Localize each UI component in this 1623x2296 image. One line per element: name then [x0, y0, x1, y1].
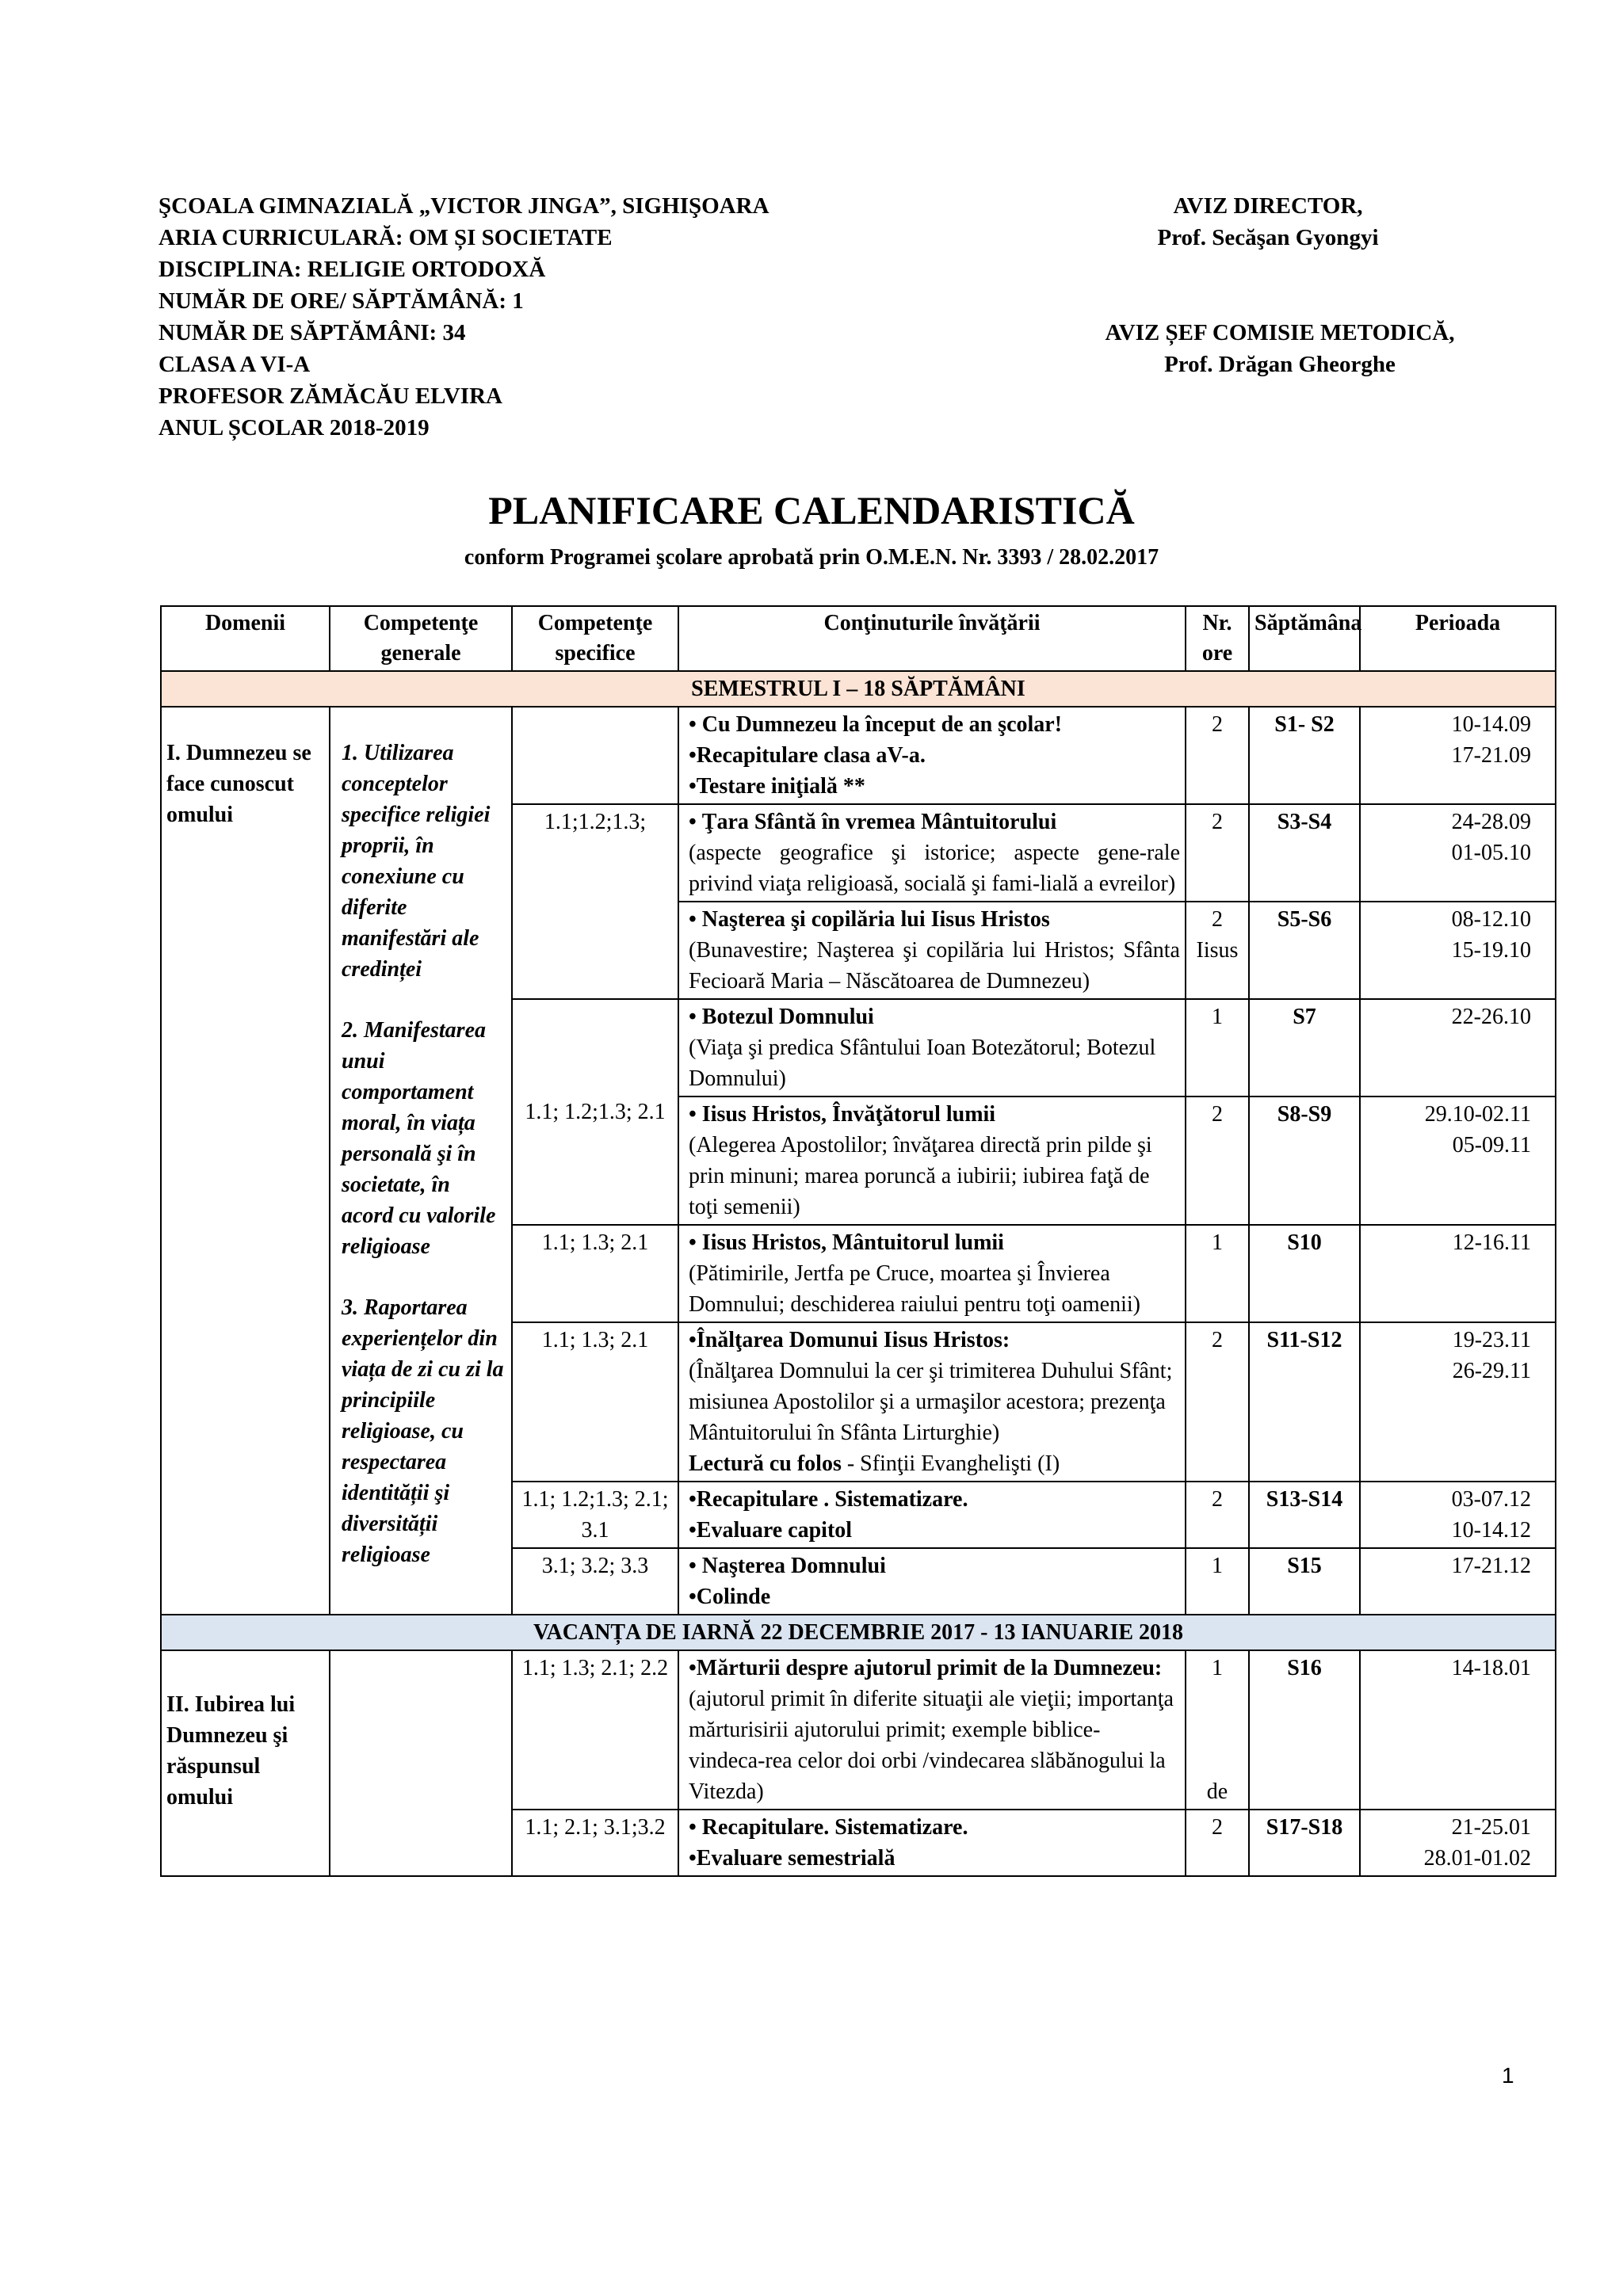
week-cell: S8-S9	[1249, 1097, 1360, 1225]
curricular-area: ARIA CURRICULARĂ: OM ȘI SOCIETATE	[158, 225, 613, 250]
period-cell: 12-16.11	[1360, 1225, 1556, 1322]
period-cell	[1360, 1482, 1556, 1548]
domain-cell-1: I. Dumnezeu se face cunoscut omului	[161, 707, 330, 1615]
hours-value: 1	[1212, 1656, 1223, 1680]
school-year: ANUL ȘCOLAR 2018-2019	[158, 415, 430, 441]
col-header-specific: Competenţe specifice	[512, 606, 678, 671]
discipline: DISCIPLINA: RELIGIE ORTODOXĂ	[158, 257, 546, 282]
page-subtitle: conform Programei şcolare aprobată prin O.M.E.N. Nr. 3393 / 28.02.2017	[464, 545, 1159, 570]
content-description: (aspecte geografice şi istorice; aspecte gene-rale privind viaţa religioasă, socială şi fami-lială a evreilor)	[689, 841, 1180, 896]
semester-label: SEMESTRUL I – 18 SĂPTĂMÂNI	[161, 671, 1556, 707]
hours-note: Iisus	[1196, 938, 1239, 963]
content-description: (ajutorul primit în diferite situaţii ale vieţii; importanţa mărturisirii ajutorului primit; exemple biblice- vindeca-rea celor doi orbi /vindecarea slăbănogului la Vitezda)	[689, 1687, 1174, 1804]
content-cell	[678, 1225, 1186, 1322]
week-cell: S11-S12	[1249, 1322, 1360, 1482]
col-header-period: Perioada	[1360, 606, 1556, 671]
director-title: AVIZ DIRECTOR,	[1173, 193, 1363, 219]
hours-cell: 1	[1186, 1548, 1249, 1615]
content-description: (Pătimirile, Jertfa pe Cruce, moartea şi Învierea Domnului; deschiderea raiului pentru toţi oamenii)	[689, 1261, 1140, 1317]
content-title: • Cu Dumnezeu la început de an şcolar!	[689, 712, 1063, 737]
content-cell	[678, 1322, 1186, 1482]
content-title: •Înălţarea Domunui Iisus Hristos:	[689, 1328, 1010, 1352]
hours-cell: 2	[1186, 804, 1249, 902]
content-cell	[678, 1810, 1186, 1876]
content-title: •Recapitulare . Sistematizare.	[689, 1487, 968, 1512]
reading-label: Lectură cu folos	[689, 1451, 842, 1476]
week-cell: S5-S6	[1249, 902, 1360, 999]
general-competence-3: 3. Raportarea experiențelor din viața de zi cu zi la principiile religioase, cu respectarea identității şi diversității religioase	[342, 1295, 504, 1567]
general-competence-1: 1. Utilizarea conceptelor specifice religiei proprii, în conexiune cu diferite manifestări ale credinței	[342, 741, 491, 982]
hours-cell: 1	[1186, 1225, 1249, 1322]
content-cell	[678, 999, 1186, 1097]
specific-cell: 1.1; 1.3; 2.1; 2.2	[512, 1650, 678, 1810]
specific-cell: 1.1; 1.3; 2.1	[512, 1322, 678, 1482]
content-cell	[678, 1548, 1186, 1615]
general-competence-2: 2. Manifestarea unui comportament moral, în viața personală şi în societate, în acord cu valorile religioase	[342, 1018, 496, 1259]
content-line: •Evaluare capitol	[689, 1518, 853, 1543]
content-cell	[678, 804, 1186, 902]
hours-value: 2	[1212, 907, 1223, 932]
content-title: • Naşterea Domnului	[689, 1554, 886, 1578]
content-cell	[678, 1482, 1186, 1548]
specific-cell: 3.1; 3.2; 3.3	[512, 1548, 678, 1615]
hours-cell: 2	[1186, 1482, 1249, 1548]
school-name: ŞCOALA GIMNAZIALĂ „VICTOR JINGA”, SIGHIŞOARA	[158, 193, 769, 219]
period-cell	[1360, 804, 1556, 902]
general-competences-empty-cell	[330, 1650, 512, 1876]
week-cell: S7	[1249, 999, 1360, 1097]
content-description: (Bunavestire; Naşterea şi copilăria lui Hristos; Sfânta Fecioară Maria – Născătoarea de Dumnezeu)	[689, 938, 1180, 994]
week-cell: S10	[1249, 1225, 1360, 1322]
specific-cell: 1.1; 1.2;1.3; 2.1; 3.1	[512, 1482, 678, 1548]
hours-cell: 2	[1186, 1097, 1249, 1225]
school-info	[158, 190, 1030, 444]
content-line: •Recapitulare clasa aV-a.	[689, 743, 926, 768]
period-cell: 17-21.12	[1360, 1548, 1556, 1615]
content-title: • Iisus Hristos, Învăţătorul lumii	[689, 1102, 996, 1127]
hours-cell: 1	[1186, 999, 1249, 1097]
col-header-domains: Domenii	[161, 606, 330, 671]
week-cell: S15	[1249, 1548, 1360, 1615]
period-line: 05-09.11	[1452, 1133, 1531, 1158]
head-approval	[1046, 317, 1514, 380]
period-line: 01-05.10	[1451, 841, 1531, 865]
period-line: 19-23.11	[1452, 1328, 1531, 1352]
period-line: 29.10-02.11	[1424, 1102, 1531, 1127]
period-cell	[1360, 707, 1556, 804]
general-competences-cell	[330, 707, 512, 1615]
period-line: 17-21.09	[1451, 743, 1531, 768]
hours-cell	[1186, 902, 1249, 999]
week-cell: S3-S4	[1249, 804, 1360, 902]
col-header-content: Conţinuturile învăţării	[678, 606, 1186, 671]
content-title: • Iisus Hristos, Mântuitorul lumii	[689, 1230, 1004, 1255]
period-line: 10-14.09	[1451, 712, 1531, 737]
period-line: 21-25.01	[1451, 1815, 1531, 1840]
table-row	[161, 707, 1556, 804]
vacation-row	[161, 1615, 1556, 1650]
hours-cell: 2	[1186, 1810, 1249, 1876]
period-line: 03-07.12	[1451, 1487, 1531, 1512]
specific-cell	[512, 707, 678, 804]
teacher-name: PROFESOR ZĂMĂCĂU ELVIRA	[158, 383, 502, 409]
content-description: (Alegerea Apostolilor; învăţarea directă prin pilde şi prin minuni; marea poruncă a iubirii; iubirea faţă de toţi semenii)	[689, 1133, 1152, 1219]
period-line: 26-29.11	[1452, 1359, 1531, 1383]
content-description: (Înălţarea Domnului la cer şi trimiterea Duhului Sfânt; misiunea Apostolilor şi a urmaşilor acestora; prezenţa Mântuitorului în Sfânta Lirturghie)	[689, 1359, 1173, 1445]
class-name: CLASA A VI-A	[158, 352, 311, 377]
head-name: Prof. Drăgan Gheorghe	[1164, 352, 1396, 377]
domain-cell-2: II. Iubirea lui Dumnezeu şi răspunsul omului	[161, 1650, 330, 1876]
table-row	[161, 1650, 1556, 1810]
period-cell	[1360, 1322, 1556, 1482]
week-cell: S17-S18	[1249, 1810, 1360, 1876]
period-line: 24-28.09	[1451, 810, 1531, 834]
vacation-label: VACANȚA DE IARNĂ 22 DECEMBRIE 2017 - 13 IANUARIE 2018	[161, 1615, 1556, 1650]
period-cell	[1360, 1097, 1556, 1225]
hours-cell: 2	[1186, 707, 1249, 804]
specific-cell: 1.1; 1.3; 2.1	[512, 1225, 678, 1322]
content-title: • Ţara Sfântă în vremea Mântuitorului	[689, 810, 1057, 834]
content-line: •Colinde	[689, 1585, 771, 1609]
content-description: (Viaţa şi predica Sfântului Ioan Botezătorul; Botezul Domnului)	[689, 1035, 1156, 1091]
reading-note	[689, 1448, 1180, 1479]
director-name: Prof. Secăşan Gyongyi	[1157, 225, 1379, 250]
period-cell	[1360, 1810, 1556, 1876]
content-cell	[678, 1650, 1186, 1810]
content-line: •Testare iniţială **	[689, 774, 865, 799]
col-header-hours: Nr. ore	[1186, 606, 1249, 671]
period-line: 08-12.10	[1451, 907, 1531, 932]
content-cell	[678, 707, 1186, 804]
content-title: • Naşterea şi copilăria lui Iisus Hristos	[689, 907, 1050, 932]
col-header-week: Săptămâna	[1249, 606, 1360, 671]
specific-cell: 1.1;1.2;1.3;	[512, 804, 678, 999]
hours-cell: 2	[1186, 1322, 1249, 1482]
col-header-general: Competenţe generale	[330, 606, 512, 671]
content-line: •Evaluare semestrială	[689, 1846, 896, 1871]
week-cell: S1- S2	[1249, 707, 1360, 804]
content-title: • Recapitulare. Sistematizare.	[689, 1815, 968, 1840]
period-cell: 22-26.10	[1360, 999, 1556, 1097]
content-title: • Botezul Domnului	[689, 1005, 874, 1029]
content-cell	[678, 902, 1186, 999]
page-title: PLANIFICARE CALENDARISTICĂ	[488, 488, 1135, 532]
period-cell: 14-18.01	[1360, 1650, 1556, 1810]
page-number: 1	[1502, 2063, 1514, 2088]
head-title: AVIZ ȘEF COMISIE METODICĂ,	[1105, 320, 1455, 345]
hours-per-week: NUMĂR DE ORE/ SĂPTĂMÂNĂ: 1	[158, 288, 524, 314]
week-cell: S13-S14	[1249, 1482, 1360, 1548]
content-cell	[678, 1097, 1186, 1225]
semester-row	[161, 671, 1556, 707]
hours-note: de	[1206, 1779, 1228, 1804]
hours-cell	[1186, 1650, 1249, 1810]
planning-table	[160, 605, 1556, 1877]
table-header-row	[161, 606, 1556, 671]
specific-cell: 1.1; 2.1; 3.1;3.2	[512, 1810, 678, 1876]
week-cell: S16	[1249, 1650, 1360, 1810]
period-line: 10-14.12	[1451, 1518, 1531, 1543]
reading-text: - Sfinţii Evanghelişti (I)	[841, 1451, 1060, 1476]
weeks-count: NUMĂR DE SĂPTĂMÂNI: 34	[158, 320, 466, 345]
period-line: 28.01-01.02	[1423, 1846, 1531, 1871]
content-title: •Mărturii despre ajutorul primit de la Dumnezeu:	[689, 1656, 1163, 1680]
director-approval	[1054, 190, 1482, 254]
period-cell	[1360, 902, 1556, 999]
period-line: 15-19.10	[1451, 938, 1531, 963]
specific-cell: 1.1; 1.2;1.3; 2.1	[512, 999, 678, 1225]
